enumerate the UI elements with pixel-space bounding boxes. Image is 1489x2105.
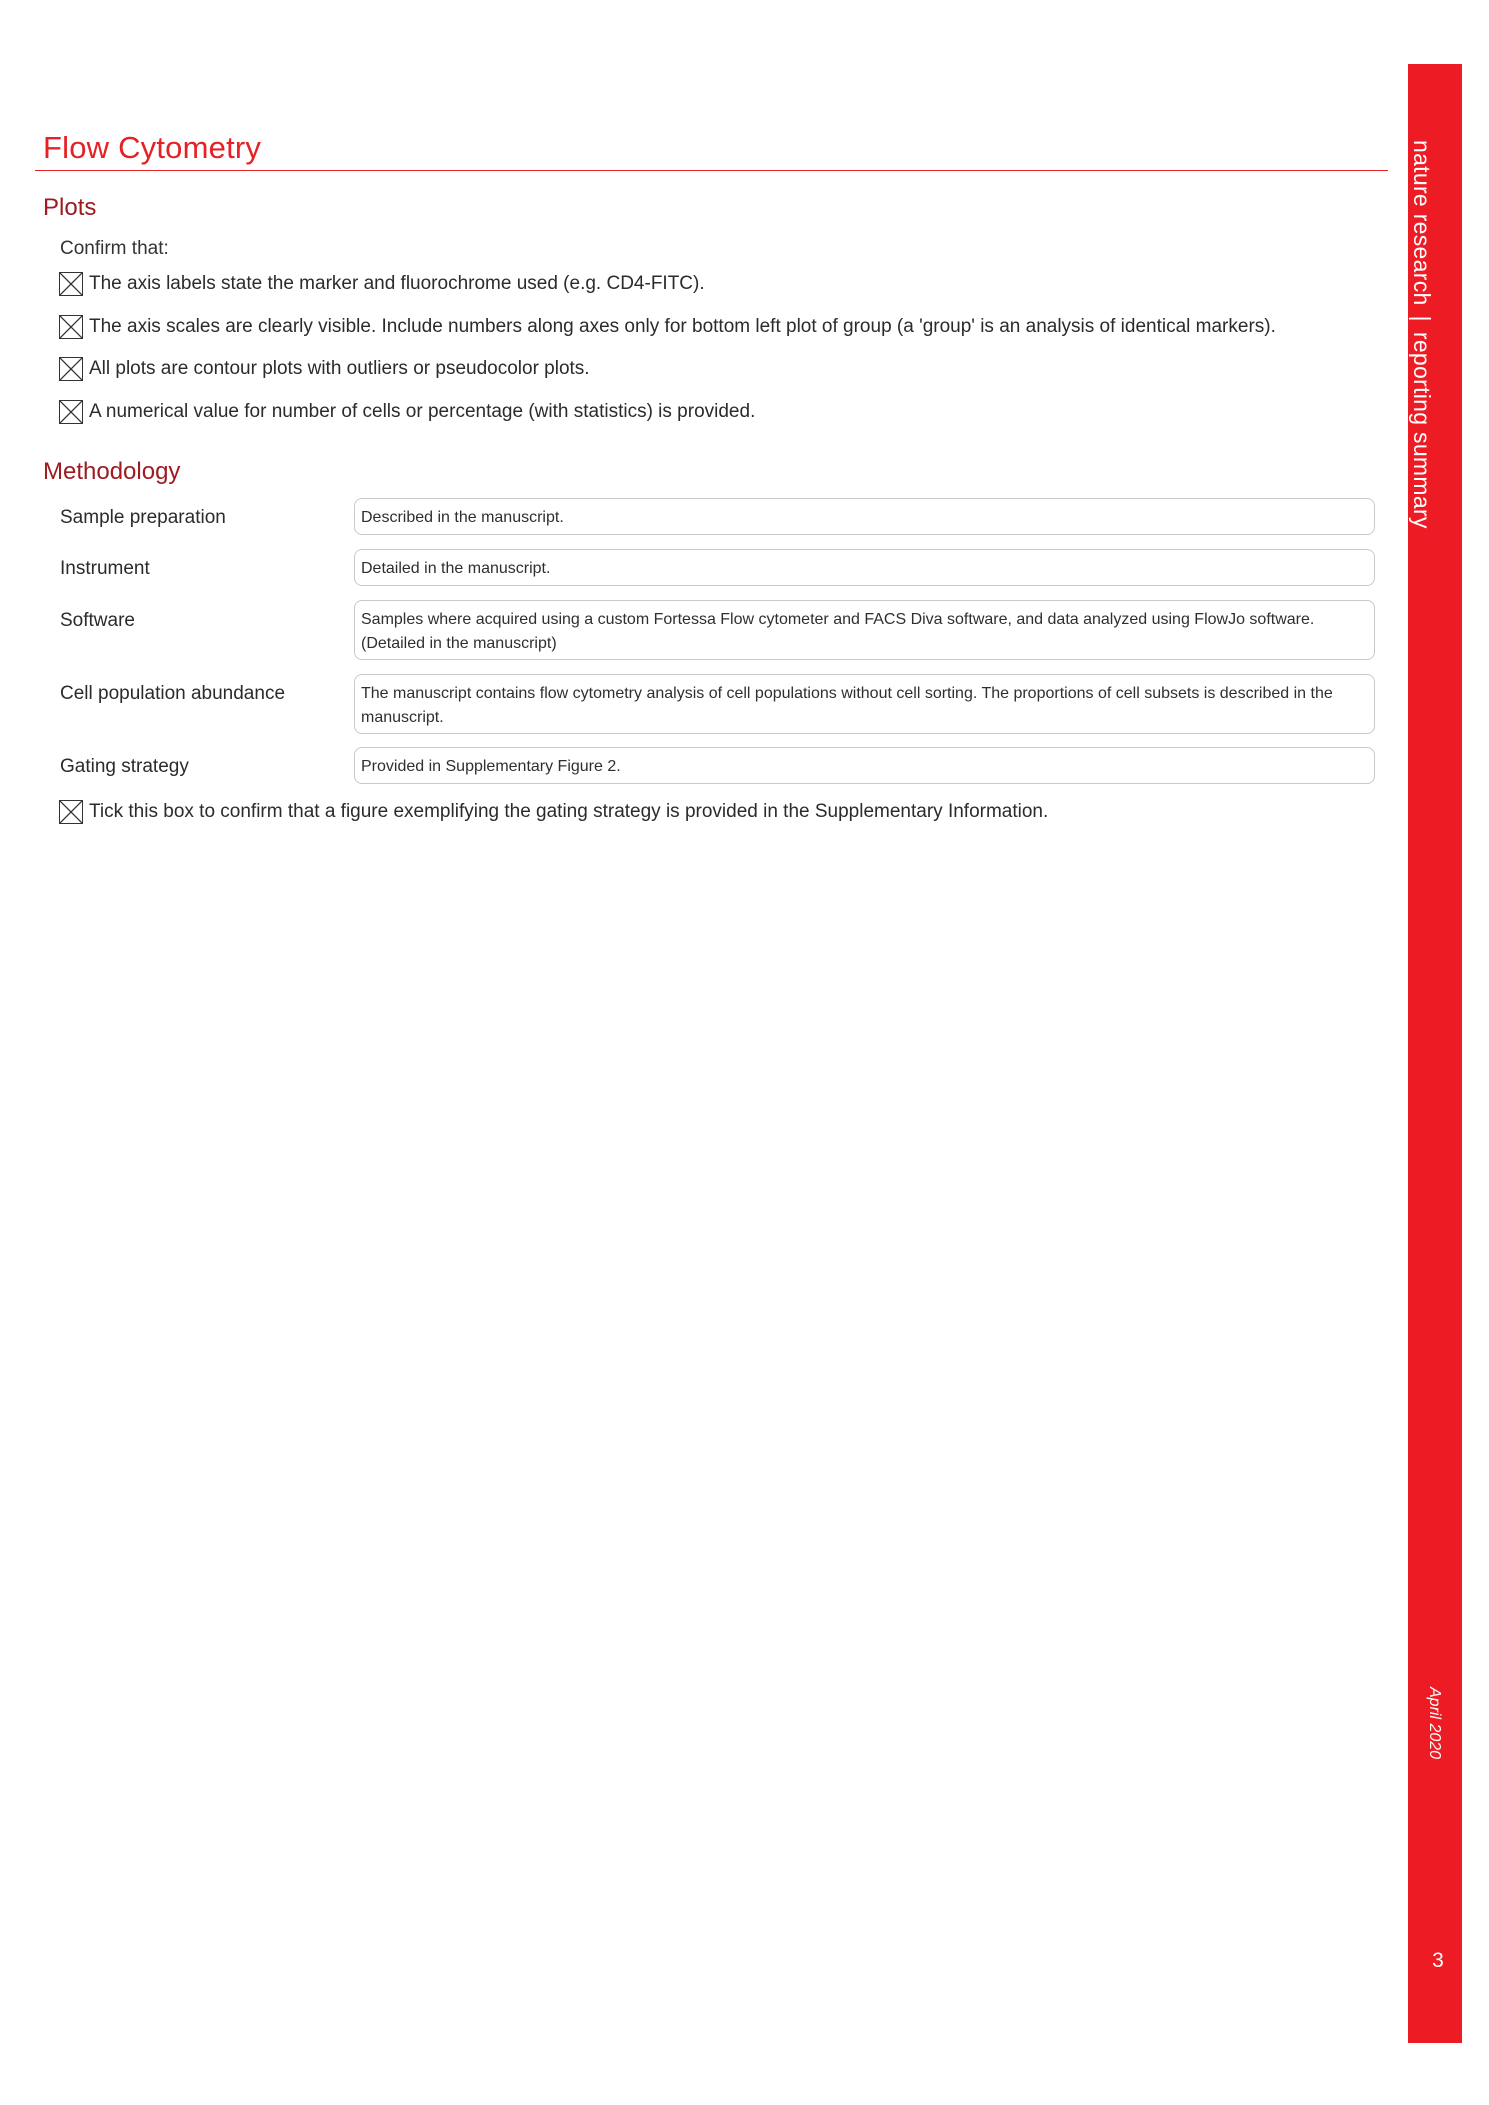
checklist-item-label: The axis scales are clearly visible. Include numbers along axes only for bottom left plot of group (a 'group' is an analysis of identical markers).: [89, 316, 1276, 337]
checked-checkbox-icon[interactable]: [59, 315, 83, 339]
sidebar-separator: |: [1409, 315, 1435, 322]
plots-heading: Plots: [43, 194, 97, 221]
title-divider: [35, 170, 1388, 171]
gating-strategy-field[interactable]: Provided in Supplementary Figure 2.: [354, 747, 1375, 784]
field-label-gating-strategy: Gating strategy: [60, 756, 189, 777]
sample-preparation-field[interactable]: Described in the manuscript.: [354, 498, 1375, 535]
field-label-software: Software: [60, 610, 135, 631]
field-label-cell-population-abundance: Cell population abundance: [60, 683, 286, 704]
sidebar-date: April 2020: [1426, 1687, 1443, 1760]
journal-name: nature research: [1409, 140, 1435, 306]
gating-confirm-label: Tick this box to confirm that a figure exemplifying the gating strategy is provided in the Supplementary Information.: [89, 801, 1049, 822]
checklist-item-label: The axis labels state the marker and fluorochrome used (e.g. CD4-FITC).: [89, 273, 705, 294]
checklist-item-label: All plots are contour plots with outliers or pseudocolor plots.: [89, 358, 590, 379]
checked-checkbox-icon[interactable]: [59, 800, 83, 824]
plots-checklist-item: [59, 357, 590, 381]
page-number: 3: [1432, 1949, 1444, 1972]
page-title: Flow Cytometry: [43, 130, 262, 165]
cell-population-abundance-field[interactable]: The manuscript contains flow cytometry analysis of cell populations without cell sorting. The proportions of cell subsets is described in the manuscript.: [354, 674, 1375, 734]
confirm-label: Confirm that:: [60, 238, 169, 259]
checked-checkbox-icon[interactable]: [59, 272, 83, 296]
gating-confirm-item: [59, 800, 1048, 824]
plots-checklist-item: [59, 272, 705, 296]
methodology-heading: Methodology: [43, 458, 181, 485]
summary-name: reporting summary: [1409, 331, 1435, 529]
field-label-instrument: Instrument: [60, 558, 150, 579]
checked-checkbox-icon[interactable]: [59, 357, 83, 381]
checked-checkbox-icon[interactable]: [59, 400, 83, 424]
plots-checklist-item: [59, 315, 1276, 339]
plots-checklist-item: [59, 400, 755, 424]
instrument-field[interactable]: Detailed in the manuscript.: [354, 549, 1375, 586]
software-field[interactable]: Samples where acquired using a custom Fortessa Flow cytometer and FACS Diva software, and data analyzed using FlowJo software. (Detailed in the manuscript): [354, 600, 1375, 660]
sidebar-journal-title: [1408, 140, 1435, 529]
checklist-item-label: A numerical value for number of cells or percentage (with statistics) is provided.: [89, 401, 756, 422]
field-label-sample-preparation: Sample preparation: [60, 507, 226, 528]
